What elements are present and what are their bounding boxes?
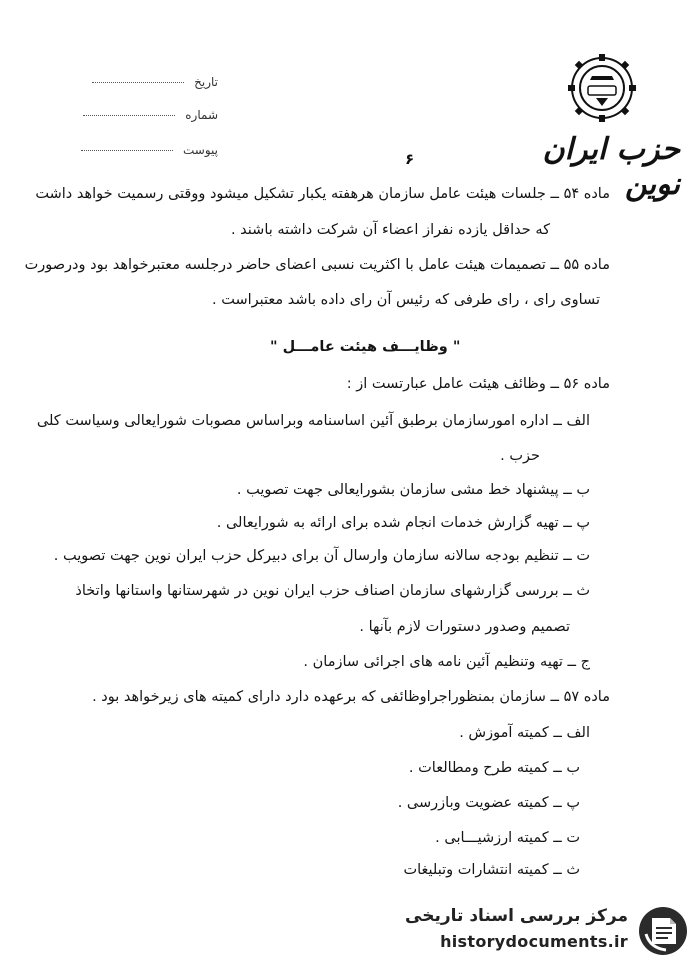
number-label: شماره xyxy=(185,108,218,122)
committee-be-line: ب ــ کمیته طرح ومطالعات . xyxy=(408,760,580,776)
duty-pe-line: پ ــ تهیه گزارش خدمات انجام شده برای ارائه به شورایعالی . xyxy=(216,515,590,531)
article-55-line-1: ماده ۵۵ ــ تصمیمات هیئت عامل با اکثریت نسبی اعضای حاضر درجلسه معتبرخواهد بود ودرصورت xyxy=(24,257,610,273)
article-56-line: ماده ۵۶ ــ وظائف هیئت عامل عبارتست از : xyxy=(346,376,610,392)
date-field xyxy=(68,75,218,89)
number-dotted-line xyxy=(83,115,175,116)
duty-se-line-2: تصمیم وصدور دستورات لازم بآنها . xyxy=(359,619,570,635)
article-54-line-2: که حداقل یازده نفراز اعضاء آن شرکت داشته باشند . xyxy=(230,222,550,238)
committee-se-line: ث ــ کمیته انتشارات وتبلیغات xyxy=(403,862,580,878)
article-57-line: ماده ۵۷ ــ سازمان بمنظوراجراوظائفی که برعهده دارد دارای کمیته های زیرخواهد بود . xyxy=(92,689,610,705)
article-54-line-1: ماده ۵۴ ــ جلسات هیئت عامل سازمان هرهفته یکبار تشکیل میشود ووقتی رسمیت خواهد داشت xyxy=(35,186,610,202)
duty-jim-line: ج ــ تهیه وتنظیم آئین نامه های اجرائی سازمان . xyxy=(303,654,590,670)
attachment-field xyxy=(68,143,218,157)
duty-te-line: ت ــ تنظیم بودجه سالانه سازمان وارسال آن برای دبیرکل حزب ایران نوین جهت تصویب . xyxy=(53,548,590,564)
committee-pe-line: پ ــ کمیته عضویت وبازرسی . xyxy=(397,795,580,811)
duty-be-line: ب ــ پیشنهاد خط مشی سازمان بشورایعالی جهت تصویب . xyxy=(236,482,590,498)
attachment-dotted-line xyxy=(81,150,173,151)
party-name-title: حزب ایران نوین xyxy=(542,132,680,202)
attachment-label: پیوست xyxy=(183,143,218,157)
article-55-line-2: تساوی رای ، رای طرفی که رئیس آن رای داده باشد معتبراست . xyxy=(212,292,600,308)
watermark-title: مرکز بررسی اسناد تاریخی xyxy=(405,906,628,926)
page-number: ۶ xyxy=(405,150,415,168)
watermark-url: historydocuments.ir xyxy=(440,932,628,951)
duty-alef-line-2: حزب . xyxy=(500,448,540,464)
committee-alef-line: الف ــ کمیته آموزش . xyxy=(459,725,590,741)
duty-alef-line-1: الف ــ اداره امورسازمان برطبق آئین اساسنامه وبراساس مصوبات شورایعالی وسیاست کلی xyxy=(36,413,590,429)
date-label: تاریخ xyxy=(194,75,218,89)
duty-se-line-1: ث ــ بررسی گزارشهای سازمان اصناف حزب ایران نوین در شهرستانها واستانها واتخاذ xyxy=(75,583,590,599)
document-archive-icon xyxy=(636,904,690,958)
section-heading: " وظایـــف هیئت عامـــل " xyxy=(270,339,461,355)
number-field xyxy=(68,108,218,122)
party-emblem-icon xyxy=(566,52,638,124)
date-dotted-line xyxy=(92,82,184,83)
committee-te-line: ت ــ کمیته ارزشیـــابی . xyxy=(435,830,580,846)
